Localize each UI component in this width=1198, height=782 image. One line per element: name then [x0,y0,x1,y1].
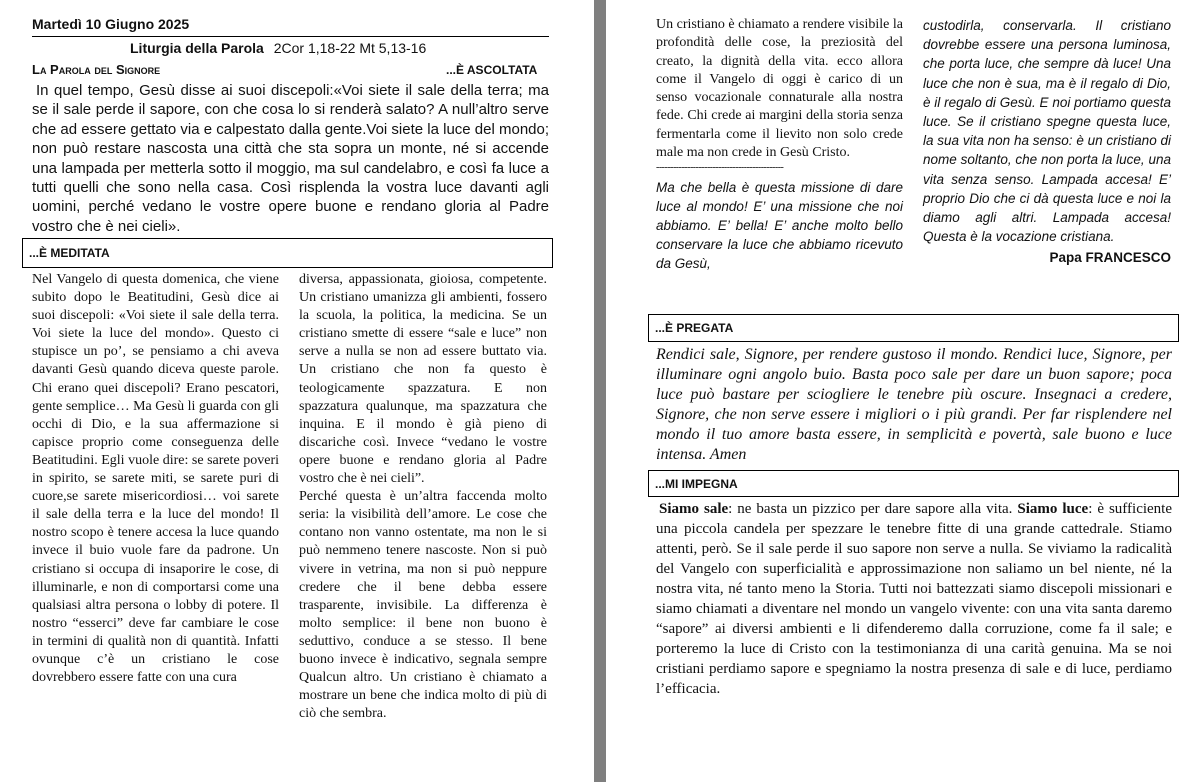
commit-salt-label: Siamo sale [659,501,729,517]
commits-section-box [648,470,1179,497]
right-page [606,0,1198,782]
commit-light-text: : è sufficiente una piccola candela per spezzare le tenebre fitte di una grande cattedrale. Stiamo attenti, però. Se il sale perde il suo sapore non serve a nulla. Se viviamo la radicalità del Vangelo con superficialità e approssimazione non saliamo un bel niente, né la nostra vita, né tanto meno la Storia. Tutti noi battezzati siamo discepoli missionari e siamo chiamati a diventare nel mondo un vangelo vivente: con una vita santa daremo “sapore” ai diversi ambienti e li difenderemo dalla corruzione, come fa il sale; e porteremo la luce di Cristo con la testimonianza di una carità genuina. Ma se noi cristiani perdiamo sapore e spegniamo la nostra presenza di sale e di luce, perdiamo l’efficacia. [656,501,1172,697]
meditation-column-2 [299,271,547,723]
readings-ref: 2Cor 1,18-22 Mt 5,13-16 [273,40,427,56]
page-divider [594,0,606,782]
prayed-label: ...È PREGATA [655,321,734,335]
heard-label: ...È ASCOLTATA [446,63,538,77]
prayed-section-box [648,314,1179,342]
commit-salt-text: : ne basta un pizzico per dare sapore alla vita. [728,501,1018,517]
meditation-column-1: Nel Vangelo di questa domenica, che viene subito dopo le Beatitudini, Gesù dice ai suoi discepoli: «Voi siete il sale della terra. Voi siete la luce del mondo». Questo ci stupisce un po’, se pensiamo a chi aveva davanti Gesù quando diceva queste parole. Chi erano quei discepoli? Erano pescatori, gente semplice… Ma Gesù li guarda con gli occhi di Dio, e la sua affermazione si capisce proprio come conseguenza delle Beatitudini. Egli vuole dire: se sarete poveri in spirito, se sarete miti, se sarete puri di cuore,se sarete misericordiosi… voi sarete il sale della terra e la luce del mondo! Il nostro scopo è tenere accesa la luce quando invece il buio vuole fare da padrone. Un cristiano si occupa di insaporire le cose, di illuminarle, e non di comportarsi come una qualsiasi altra persona o lobby di potere. Il nostro “esserci” deve far cambiare le cose in termini di qualità non di quantità. Infatti ovunque c’è un cristiano le cose dovrebbero essere fatte con una cura [32,272,279,686]
reflection-text: Un cristiano è chiamato a rendere visibile la profondità delle cose, la preziosità del creato, la dignità della vita. ecco allora come il Vangelo di oggi è carico di un senso vocazionale connaturale alla nostra fede. Chi crede ai margini della storia senza fermentarla come il lievito non solo crede male ma non crede in Gesù Cristo. [656,17,903,161]
meditated-label: ...È MEDITATA [29,246,110,260]
signature: Papa FRANCESCO [1049,250,1171,266]
prayer-text: Rendici sale, Signore, per rendere gustoso il mondo. Rendici luce, Signore, per illuminare ogni angolo buio. Basta poco sale per dare un buon sapore; poca luce può bastare per sciogliere le tenebre più oscure. Insegnaci a credere, Signore, che non serve essere i migliori o i più grandi. Per far risplendere nel mondo il tuo amore basta essere, in semplicità e povertà, sale buono e luce intensa. Amen [656,346,1172,463]
date-heading: Martedì 10 Giugno 2025 [32,16,190,32]
commits-label: ...MI IMPEGNA [655,476,738,491]
separator-line: --------------------------------------------- [656,162,784,174]
left-page [0,0,594,782]
word-label: La Parola del Signore [32,62,161,77]
meditation-column-2-part-2: Perché questa è un’altra faccenda molto seria: la visibilità dell’amore. Le cose che contano non vanno ostentate, ma non le si può nemmeno tenere nascoste. Non si può vivere in vetrina, ma non si può neppure credere che il bene debba essere trasparente, invisibile. La differenza è molto semplice: il bene non buono è seduttivo, conduce a se stesso. Il bene buono invece è indicativo, segnala sempre Qualcun altro. Un cristiano è chiamato a mostrare un bene che indica molto di più di ciò che sembra. [299,489,547,722]
reflection-column-a [656,16,903,273]
liturgy-label: Liturgia della Parola [130,40,264,56]
meditated-section-box [22,238,553,268]
pope-quote-part-1: Ma che bella è questa missione di dare luce al mondo! E’ una missione che noi abbiamo. E’ bella! E’ anche molto bello conservare la luce che abbiamo ricevuto da Gesù, [656,180,903,272]
pope-quote-part-2: custodirla, conservarla. Il cristiano dovrebbe essere una persona luminosa, che porta luce, che sempre dà luce! Una luce che non è sua, ma è il regalo di Dio, è il regalo di Gesù. E noi portiamo questa luce. Se il cristiano spegne questa luce, la sua vita non ha senso: è un cristiano di nome soltanto, che non porta la luce, una vita senza senso. Lampada accesa! E’ proprio Dio che ci dà questa luce e noi la diamo agli altri. Lampada accesa! Questa è la vocazione cristiana. [923,18,1171,245]
liturgy-line [130,40,426,56]
meditation-column-2-part-1: diversa, appassionata, gioiosa, competente. Un cristiano umanizza gli ambienti, fossero la scuola, la politica, la medicina. Se un cristiano smette di essere “sale e luce” non serve a nulla se non ad essere buttato via. Un cristiano che non fa questo è teologicamente spazzatura. E non spazzatura qualunque, ma spazzatura che inquina. E il mondo è già pieno di discariche così. Invece “vedano le vostre opere buone e rendano gloria al Padre vostro che è nei cieli”. [299,272,547,487]
gospel-text: In quel tempo, Gesù disse ai suoi discepoli:«Voi siete il sale della terra; ma se il sale perde il sapore, con che cosa lo si renderà salato? A null’altro serve che ad essere gettato via e calpestato dalla gente.Voi siete la luce del mondo; non può restare nascosta una città che sta sopra un monte, né si accende una lampada per metterla sotto il moggio, ma sul candelabro, e così fa luce a tutti quelli che sono nella casa. Così risplenda la vostra luce davanti agli uomini, perché vedano le vostre opere buone e rendano gloria al Padre vostro che è nei cieli». [32,82,550,235]
reflection-column-b [923,16,1171,268]
commit-light-label: Siamo luce [1017,501,1089,517]
header-rule [32,36,549,37]
commitment-text [656,499,1172,699]
